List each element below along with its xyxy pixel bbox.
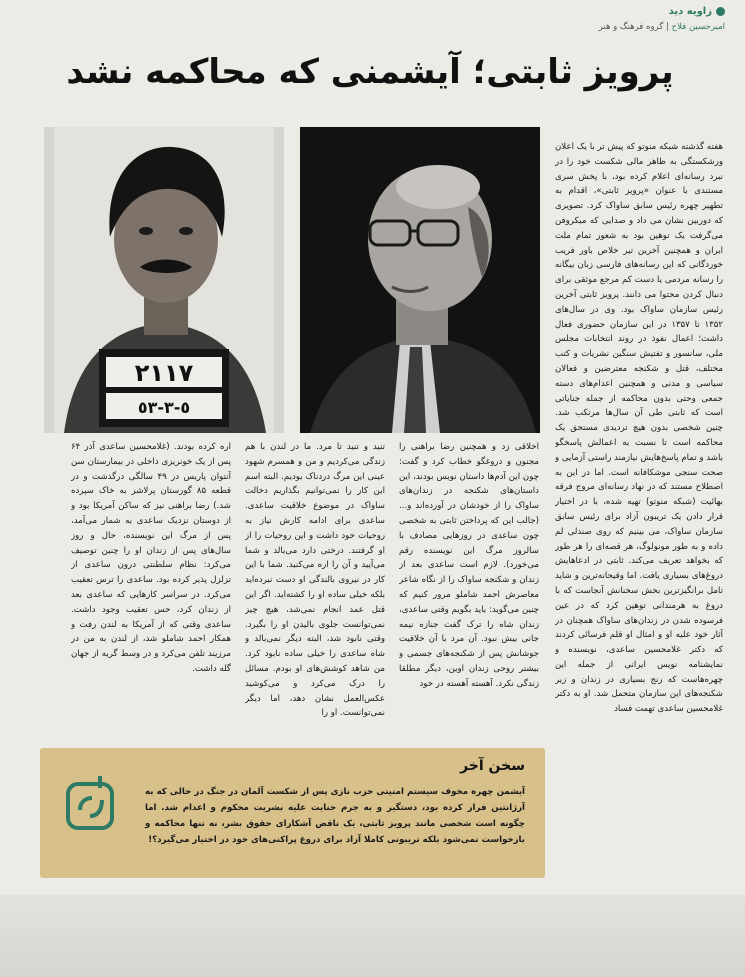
mugshot-illustration (44, 127, 284, 433)
byline-author: امیرحسین فلاح (671, 22, 725, 32)
section-tag (669, 6, 725, 17)
mugshot-plaque-date: ٥-٣-٥٣ (137, 398, 191, 417)
quote-logo-icon (60, 776, 120, 836)
page-bottom-margin (0, 895, 745, 977)
byline-desk: گروه فرهنگ و هنر (598, 22, 664, 32)
endnote-box (40, 748, 545, 878)
portrait-photo (300, 127, 540, 433)
headline: پرویز ثابتی؛ آیشمنی که محاکمه نشد (66, 52, 674, 92)
endnote-title: سخن آخر (460, 758, 525, 774)
mugshot-plaque-number: ٢١١٧ (134, 359, 194, 387)
article-column-4: اره کرده بودند. (غلامحسین ساعدی آذر ۶۴ پس از یک خونریزی داخلی در بیمارستان سن آنتوان پاریس در ۴۹ سالگی درگذشت و در قطعه ۸۵ گورستان پرلاشز به خاک سپرده شد.) رضا براهنی نیز که ساکن آمریکا بود و از دوستان نزدیک ساعدی به شمار می‌آمد، پس از مرگ این نویسنده، حال و روز سال‌های پس از زندان او را چنین توصیف می‌کرد: نظام سلطنتی درون ساعدی از تزلزل پذیر کرده بود. ساعدی را ترس تعقیب می‌کرد. در سراسر کارهایی که ساعدی بعد از زندان کرد، حس تعقیب وجود داشت. ساعدی وقتی که از آمریکا به لندن رفت و همکار احمد شاملو شد، از لندن به من در مرزیند تلفن می‌کرد و در وسط گریه از جهان گله داشت. (71, 442, 231, 674)
article-column-3: تنید و تنید تا مرد. ما در لندن با هم زندگی می‌کردیم و من و همسرم شهود عینی این مرگ دردناک بودیم. البته اسم این کار را نمی‌توانیم بگذاریم دخالت ساواک در موضوع خلاقیت ساعدی. ساعدی برای ادامه کارش نیاز به روحیات خود داشت و این روحیات را از او گرفتند. درختی دارد می‌بالد و شما می‌آیید و آن را اره می‌کنید. شما با این کار در نیروی بالندگی او دست نبرده‌اید بلکه خیلی ساده او را کشته‌اید. اگر این قتل عمد انجام نمی‌شد، هیچ چیز نمی‌توانست جلوی بالیدن او را بگیرد. وقتی نابود شد، البته دیگر نمی‌بالد و شاه ساعدی را خیلی ساده نابود کرد. من شاهد کوشش‌های او بودم. مسائل را درک می‌کرد و می‌کوشید عکس‌العمل نشان دهد، اما دیگر نمی‌توانست. او را (245, 442, 385, 719)
article-column-1: هفته گذشته شبکه منوتو که پیش تر با یک اعلان ورشکستگی به ظاهر مالی شکست خود را در نبرد رسانه‌ای اعلام کرده بود، با پخش سری مستندی با عنوان «پرویز ثابتی»، اقدام به تطهیر چهره رئیس سابق ساواک کرد. تصویری که دوربین نشان می داد و صدایی که میکروفن می‌گرفت یک توهین بود به شعور تمام ملت ایران و همچنین آخرین تیر خلاص باور فریب خوردگانی که این رسانه‌های فارسی زبان بیگانه را رسانه مردمی یا دست کم مرجع موثقی برای دنبال کردن محتوا می دانند. پرویز ثابتی آخرین رئیس سازمان ساواک بود. وی در سال‌های ۱۳۵۲ تا ۱۳۵۷ در این سازمان حضوری فعال داشت؛ اعمال نفوذ در روند انتخابات مجلس ملی، سانسور و تفتیش سنگین نشریات و کتب مختلف، قتل و شکنجه معترضین و فعالان سیاسی و مدنی و همچنین اعدام‌های دسته جمعی وحتی بدون محاکمه از جمله جنایاتی است که ثابتی طی آن سال‌ها مرتکب شد. چنین شخصی بدون هیچ تردیدی مستحق یک محاکمه است تا نسبت به اعمالش پاسخگو باشد و تمام پاسخ‌هایش نیازمند راستی آزمایی و صحت سنجی موشکافانه است. اما در این به اصطلاح مستند که در نهاد رسانه‌ای مروج فرقه بهائیت (شبکه منوتو) تهیه شده، با در اختیار قرار دادن یک تریبون آزاد برای رئیس سابق سازمان ساواک، می بینیم که روی صندلی لم داده و به طور مونولوگ، هر قصه‌ای را هر طور که بخواهد تعریف می‌کند. ثابتی در ادعاهایش دروغ‌های بسیاری یافت. اما وقیحانه‌ترین و شاید تامل برانگیزترین بخش سخنانش آنجاست که با دروغ به هرمندانی توهین کرد که در عین فرسوده شدن در زندان‌های ساواک همچنان در آثار خود علیه او و امثال او قلم فرسائی کردند که دکتر غلامحسین ساعدی، نویسنده و نمایشنامه نویس ایرانی از جمله این چهره‌هاست که رنج بسیاری در زندان و زیر شکنجه‌های این سازمان متحمل شد. او به دکتر غلامحسین ساعدی تهمت فساد (555, 142, 723, 715)
mugshot-photo (44, 127, 284, 433)
section-dot-icon (716, 7, 725, 16)
section-tag-label: زاویه دید (668, 6, 712, 17)
endnote-text: آیشمن چهره مخوف سیستم امنیتی حزب نازی پس از شکست آلمان در جنگ در حالی که به آرژانتین فرار کرده بود، دستگیر و به جرم جنایت علیه بشریت محکوم و اعدام شد. اما چگونه است شخصی مانند پرویز ثابتی، یک ناقض آشکارای حقوق بشر، نه تنها محاکمه و بازخواست نمی‌شود بلکه تریبونی کاملا آزاد برای دروغ پراکنی‌های خود در اختیار می‌گیرد؟! (145, 787, 525, 845)
byline: امیرحسین فلاح | گروه فرهنگ و هنر (598, 22, 725, 32)
portrait-illustration (300, 127, 540, 433)
article-column-2: اخلاقی زد و همچنین رضا براهنی را مجنون و دروغگو خطاب کرد و گفت: چون این آدم‌ها داستان نویس بودند، این داستان‌های شکنجه در زندان‌های ساواک را از خودشان در آورده‌اند و... (جالب این که پرداختن ثابتی به شخصی چون ساعدی در روزهایی مصادف با سالروز مرگ این نویسنده رقم می‌خورد). لازم است ساعدی بعد از زندان و شکنجه ساواک را از نگاه شاعر معاصرش احمد شاملو مرور کنیم که چنین می‌گوید: باید بگویم وقتی ساعدی، زندان شاه را ترک گفت جنازه نیمه جانی بیش نبود. آن مرد با آن خلاقیت جوشانش پس از شکنجه‌های جسمی و بیشتر روحی زندان اوین، دیگر مطلقا زندگی نکرد. آهسته آهسته در خود (399, 442, 539, 689)
